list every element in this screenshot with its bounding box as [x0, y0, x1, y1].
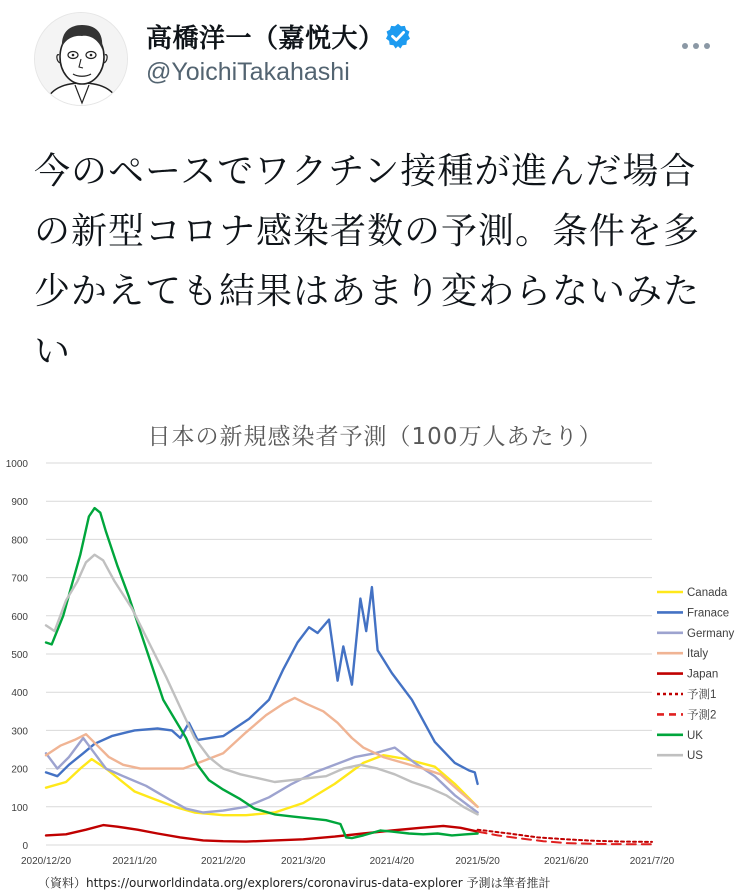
y-tick-label: 600 — [11, 611, 28, 623]
legend-label: Italy — [687, 648, 709, 661]
series-line-Italy — [46, 698, 478, 807]
legend-label: US — [687, 750, 703, 763]
legend-label: 予測1 — [687, 689, 717, 701]
series-line-Germany — [46, 738, 478, 813]
y-tick-label: 200 — [11, 764, 28, 776]
author-handle[interactable]: @YoichiTakahashi — [146, 58, 350, 86]
legend-label: Germany — [687, 627, 735, 640]
chart-series — [46, 508, 652, 844]
avatar[interactable] — [34, 12, 128, 106]
x-tick-label: 2021/5/20 — [455, 856, 500, 867]
y-axis — [6, 459, 29, 852]
legend-label: Canada — [687, 587, 728, 599]
x-tick-label: 2021/7/20 — [629, 856, 675, 867]
x-tick-label: 2021/2/20 — [200, 856, 246, 867]
y-tick-label: 100 — [11, 802, 28, 814]
legend-label: Franace — [687, 607, 730, 620]
avatar-caricature-image — [35, 13, 128, 106]
x-tick-label: 2020/12/20 — [20, 856, 72, 867]
verified-badge-icon — [384, 22, 412, 50]
series-line-Canada — [46, 755, 478, 815]
x-tick-label: 2021/6/20 — [543, 856, 589, 867]
y-tick-label: 0 — [22, 841, 28, 852]
chart-title: 日本の新規感染者予測（100万人あたり） — [147, 424, 603, 450]
chart-legend — [657, 587, 735, 762]
chart — [0, 404, 750, 874]
series-line-US — [46, 555, 478, 815]
y-tick-label: 700 — [11, 573, 28, 585]
chart-source-note: （資料）https://ourworldindata.org/explorers/coronavirus-data-explorer 予測は筆者推計 — [38, 876, 551, 890]
tweet-media-chart[interactable] — [0, 404, 750, 896]
legend-label: Japan — [687, 668, 719, 681]
legend-label: 予測2 — [687, 709, 717, 722]
x-tick-label: 2021/4/20 — [369, 856, 415, 867]
author-name[interactable]: 高橋洋一（嘉悦大） — [146, 24, 385, 54]
x-tick-label: 2021/3/20 — [281, 856, 326, 867]
legend-label: UK — [687, 729, 703, 742]
y-tick-label: 900 — [11, 497, 28, 509]
x-axis — [21, 856, 675, 867]
y-tick-label: 500 — [11, 650, 28, 661]
chart-grid — [46, 463, 652, 845]
y-tick-label: 1000 — [5, 459, 28, 470]
tweet-header — [0, 0, 750, 130]
series-line-UK — [46, 508, 478, 838]
y-tick-label: 400 — [11, 688, 28, 700]
x-tick-label: 2021/1/20 — [112, 856, 157, 867]
series-line-予測1 — [478, 830, 652, 842]
y-tick-label: 300 — [11, 726, 28, 738]
y-tick-label: 800 — [11, 535, 28, 547]
series-line-Franace — [46, 587, 478, 784]
tweet-text: 今のペースでワクチン接種が進んだ場合の新型コロナ感染者数の予測。条件を多少かえても結果はあまり変わらないみたい — [34, 151, 701, 372]
more-options-icon[interactable] — [682, 34, 716, 46]
